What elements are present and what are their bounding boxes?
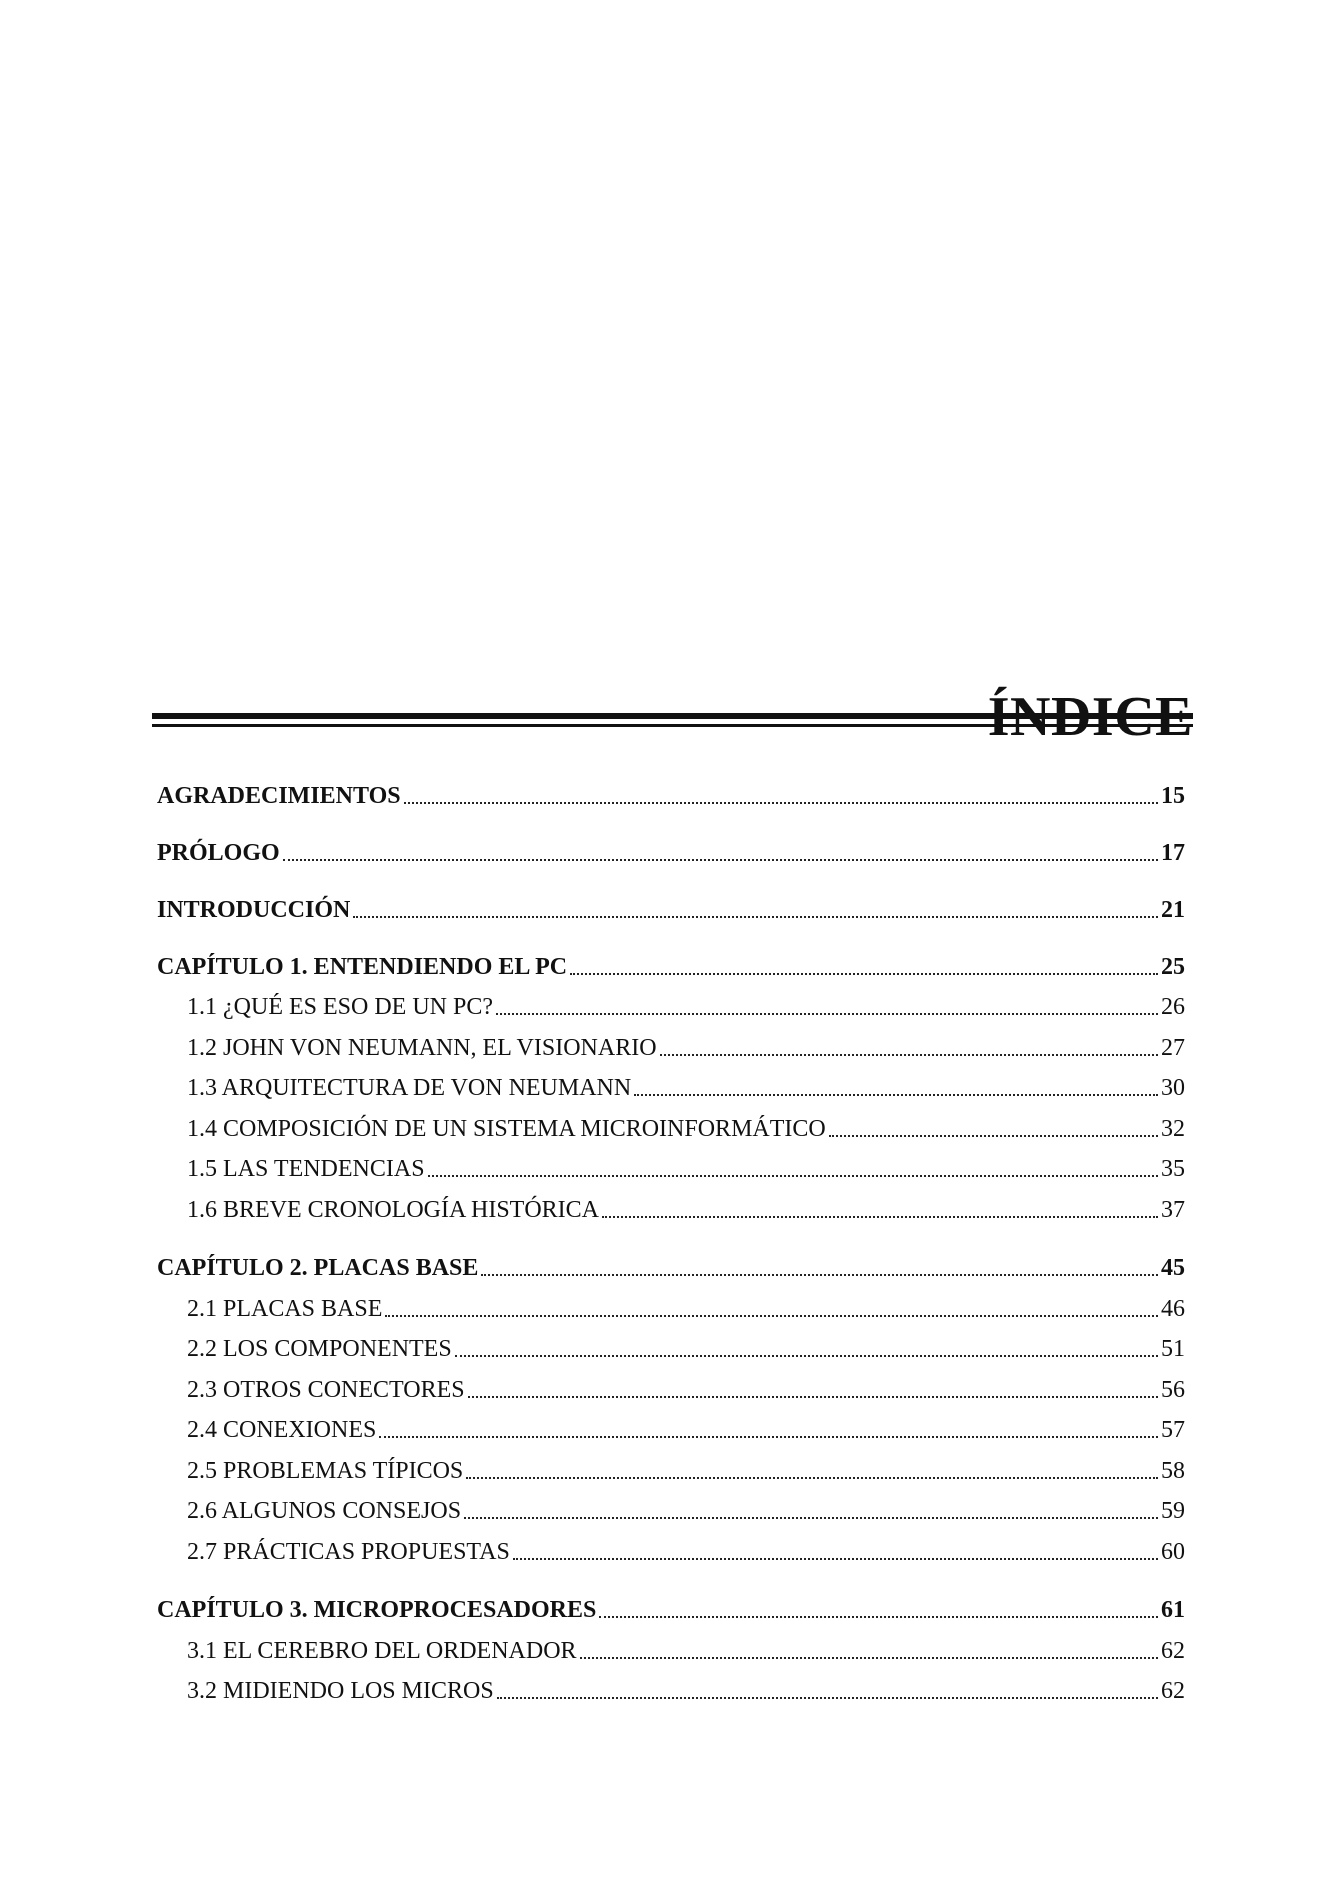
- dot-leader: [660, 1053, 1158, 1056]
- toc-entry-page: 35: [1161, 1156, 1185, 1182]
- toc-entry-page: 61: [1161, 1597, 1185, 1623]
- toc-entry-page: 26: [1161, 994, 1185, 1020]
- toc-entry-3-1[interactable]: [157, 1638, 1185, 1665]
- toc-entry-page: 51: [1161, 1336, 1185, 1362]
- dot-leader: [602, 1215, 1158, 1218]
- toc-entry-capitulo-2[interactable]: [157, 1255, 1185, 1282]
- dot-leader: [634, 1093, 1158, 1096]
- toc-entry-page: 27: [1161, 1035, 1185, 1061]
- toc-entry-2-2[interactable]: [157, 1336, 1185, 1363]
- title-rule-thin: [152, 724, 1193, 727]
- toc-entry-page: 58: [1161, 1458, 1185, 1484]
- toc-entry-1-4[interactable]: [157, 1116, 1185, 1143]
- toc-entry-title: AGRADECIMIENTOS: [157, 783, 401, 809]
- toc-entry-title: INTRODUCCIÓN: [157, 897, 351, 923]
- toc-entry-title: CAPÍTULO 1. ENTENDIENDO EL PC: [157, 954, 568, 980]
- toc-entry-page: 17: [1161, 840, 1185, 866]
- toc-entry-1-2[interactable]: [157, 1035, 1185, 1062]
- toc-entry-introduccion[interactable]: [157, 897, 1185, 924]
- toc-entry-title: 1.5 LAS TENDENCIAS: [187, 1156, 425, 1182]
- dot-leader: [353, 915, 1158, 918]
- toc-entry-page: 59: [1161, 1498, 1185, 1524]
- toc-entry-page: 46: [1161, 1296, 1185, 1322]
- dot-leader: [455, 1354, 1158, 1357]
- toc-entry-page: 25: [1161, 954, 1185, 980]
- dot-leader: [829, 1134, 1158, 1137]
- toc-entry-title: PRÓLOGO: [157, 840, 280, 866]
- toc-entry-1-6[interactable]: [157, 1197, 1185, 1224]
- toc-entry-title: 2.7 PRÁCTICAS PROPUESTAS: [187, 1539, 510, 1565]
- toc-entry-page: 45: [1161, 1255, 1185, 1281]
- toc-entry-title: 1.4 COMPOSICIÓN DE UN SISTEMA MICROINFORMÁTICO: [187, 1116, 826, 1142]
- toc-entry-title: 2.1 PLACAS BASE: [187, 1296, 383, 1322]
- toc-entry-agradecimientos[interactable]: [157, 783, 1185, 810]
- dot-leader: [428, 1174, 1158, 1177]
- toc-entry-1-5[interactable]: [157, 1156, 1185, 1183]
- dot-leader: [468, 1395, 1158, 1398]
- toc-entry-title: 1.3 ARQUITECTURA DE VON NEUMANN: [187, 1075, 632, 1101]
- toc-entry-page: 62: [1161, 1678, 1185, 1704]
- toc-entry-title: 1.2 JOHN VON NEUMANN, EL VISIONARIO: [187, 1035, 657, 1061]
- toc-entry-1-1[interactable]: [157, 994, 1185, 1021]
- toc-entry-page: 62: [1161, 1638, 1185, 1664]
- toc-entry-title: 2.2 LOS COMPONENTES: [187, 1336, 452, 1362]
- dot-leader: [580, 1656, 1158, 1659]
- dot-leader: [283, 858, 1158, 861]
- toc-entry-prologo[interactable]: [157, 840, 1185, 867]
- dot-leader: [385, 1314, 1158, 1317]
- toc-entry-2-1[interactable]: [157, 1296, 1185, 1323]
- toc-entry-page: 32: [1161, 1116, 1185, 1142]
- dot-leader: [599, 1615, 1158, 1618]
- dot-leader: [513, 1557, 1158, 1560]
- toc-entry-3-2[interactable]: [157, 1678, 1185, 1705]
- toc-entry-title: 3.1 EL CEREBRO DEL ORDENADOR: [187, 1638, 577, 1664]
- dot-leader: [404, 801, 1158, 804]
- dot-leader: [379, 1435, 1158, 1438]
- toc-entry-2-5[interactable]: [157, 1458, 1185, 1485]
- toc-entry-2-3[interactable]: [157, 1377, 1185, 1404]
- toc-entry-title: 2.4 CONEXIONES: [187, 1417, 377, 1443]
- toc-entry-page: 57: [1161, 1417, 1185, 1443]
- toc-entry-capitulo-1[interactable]: [157, 954, 1185, 981]
- toc-entry-title: 2.6 ALGUNOS CONSEJOS: [187, 1498, 462, 1524]
- toc-entry-2-4[interactable]: [157, 1417, 1185, 1444]
- dot-leader: [496, 1012, 1158, 1015]
- toc-entry-2-6[interactable]: [157, 1498, 1185, 1525]
- toc-entry-page: 60: [1161, 1539, 1185, 1565]
- toc-entry-title: 1.1 ¿QUÉ ES ESO DE UN PC?: [187, 994, 493, 1020]
- toc-entry-capitulo-3[interactable]: [157, 1597, 1185, 1624]
- toc-entry-title: CAPÍTULO 2. PLACAS BASE: [157, 1255, 479, 1281]
- toc-entry-title: 3.2 MIDIENDO LOS MICROS: [187, 1678, 494, 1704]
- toc-entry-title: 2.5 PROBLEMAS TÍPICOS: [187, 1458, 464, 1484]
- toc-entry-page: 15: [1161, 783, 1185, 809]
- dot-leader: [497, 1696, 1158, 1699]
- toc-entry-title: 1.6 BREVE CRONOLOGÍA HISTÓRICA: [187, 1197, 600, 1223]
- dot-leader: [466, 1476, 1158, 1479]
- dot-leader: [481, 1273, 1158, 1276]
- dot-leader: [464, 1516, 1158, 1519]
- toc-entry-page: 30: [1161, 1075, 1185, 1101]
- toc-entry-1-3[interactable]: [157, 1075, 1185, 1102]
- toc-entry-title: CAPÍTULO 3. MICROPROCESADORES: [157, 1597, 597, 1623]
- toc-entry-title: 2.3 OTROS CONECTORES: [187, 1377, 465, 1403]
- toc-entry-page: 21: [1161, 897, 1185, 923]
- title-rule-thick: [152, 713, 1193, 719]
- toc-entry-page: 56: [1161, 1377, 1185, 1403]
- toc-entry-page: 37: [1161, 1197, 1185, 1223]
- dot-leader: [570, 972, 1158, 975]
- toc-entry-2-7[interactable]: [157, 1539, 1185, 1566]
